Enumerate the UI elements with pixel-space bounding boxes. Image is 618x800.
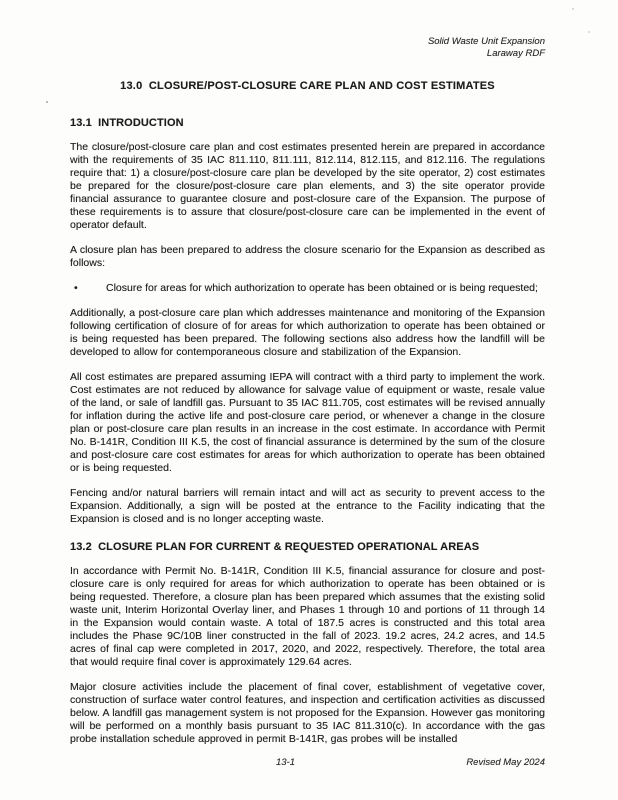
- section-heading-13-2: 13.2 CLOSURE PLAN FOR CURRENT & REQUESTED OPERATIONAL AREAS: [70, 541, 480, 553]
- scan-speck: [46, 101, 48, 103]
- scan-speck: [588, 31, 590, 33]
- paragraph-intro-5: Fencing and/or natural barriers will remain intact and will act as security to prevent access to the Expansion. Additionally, a sign will be posted at the entrance to the Facility indicating that the Expansion is closed and is no longer accepting waste.: [70, 487, 545, 525]
- paragraph-intro-3: Additionally, a post-closure care plan which addresses maintenance and monitoring of the Expansion following certification of closure of for areas for which authorization to operate has been obtained or is being requested has been prepared. The following sections also address how the landfill will be developed to allow for contemporaneous closure and stabilization of the Expansion.: [70, 307, 545, 358]
- paragraph-closure-plan-2: Major closure activities include the placement of final cover, establishment of vegetative cover, construction of surface water control features, and inspection and certification activities as discussed below. A landfill gas management system is not proposed for the Expansion. However gas monitoring will be performed on a monthly basis pursuant to 35 IAC 811.310(c). In accordance with the gas probe installation schedule approved in permit B-141R, gas probes will be installed: [70, 681, 545, 745]
- header-facility-name: Laraway RDF: [486, 47, 545, 59]
- bullet-item-text: Closure for areas for which authorization to operate has been obtained or is being requested;: [106, 282, 538, 294]
- page-number: 13-1: [275, 757, 295, 768]
- section-heading-13-1: 13.1 INTRODUCTION: [70, 117, 184, 129]
- chapter-title: 13.0 CLOSURE/POST-CLOSURE CARE PLAN AND COST ESTIMATES: [120, 80, 495, 92]
- bullet-icon: •: [74, 282, 78, 294]
- page-header: [70, 36, 545, 59]
- paragraph-intro-4: All cost estimates are prepared assuming IEPA will contract with a third party to implement the work. Cost estimates are not reduced by allowance for salvage value of equipment or waste, resale value of the land, or sale of landfill gas. Pursuant to 35 IAC 811.705, cost estimates will be revised annually for inflation during the active life and post-closure care period, or whenever a change in the closure plan or post-closure care plan results in an increase in the cost estimate. In accordance with Permit No. B-141R, Condition III K.5, the cost of financial assurance is determined by the sum of the closure and post-closure care cost estimates for areas for which authorization to operate has been obtained or is being requested.: [70, 371, 545, 474]
- scan-speck: [572, 8, 574, 10]
- bullet-item: [70, 282, 545, 295]
- revision-note: Revised May 2024: [466, 757, 545, 768]
- header-document-name: Solid Waste Unit Expansion: [427, 36, 545, 47]
- paragraph-intro-2: A closure plan has been prepared to address the closure scenario for the Expansion as described as follows:: [70, 244, 545, 269]
- paragraph-closure-plan-1: In accordance with Permit No. B-141R, Condition III K.5, financial assurance for closure and post-closure care is only required for areas for which authorization to operate has been obtained or is being requested. Therefore, a closure plan has been prepared which assumes that the existing solid waste unit, Interim Horizontal Overlay liner, and Phases 1 through 10 and portions of 11 through 14 in the Expansion would contain waste. A total of 187.5 acres is constructed and this total area includes the Phase 9C/10B liner constructed in the fall of 2023. 19.2 acres, 24.2 acres, and 14.5 acres of final cap were completed in 2017, 2020, and 2022, respectively. Therefore, the total area that would require final cover is approximately 129.64 acres.: [70, 565, 545, 668]
- paragraph-intro-1: The closure/post-closure care plan and cost estimates presented herein are prepared in accordance with the requirements of 35 IAC 811.110, 811.111, 812.114, 812.115, and 812.116. The regulations require that: 1) a closure/post-closure care plan be developed by the site operator, 2) cost estimates be prepared for the closure/post-closure care plan elements, and 3) the site operator provide financial assurance to guarantee closure and post-closure care of the Expansion. The purpose of these requirements is to assure that closure/post-closure care can be implemented in the event of operator default.: [70, 141, 545, 231]
